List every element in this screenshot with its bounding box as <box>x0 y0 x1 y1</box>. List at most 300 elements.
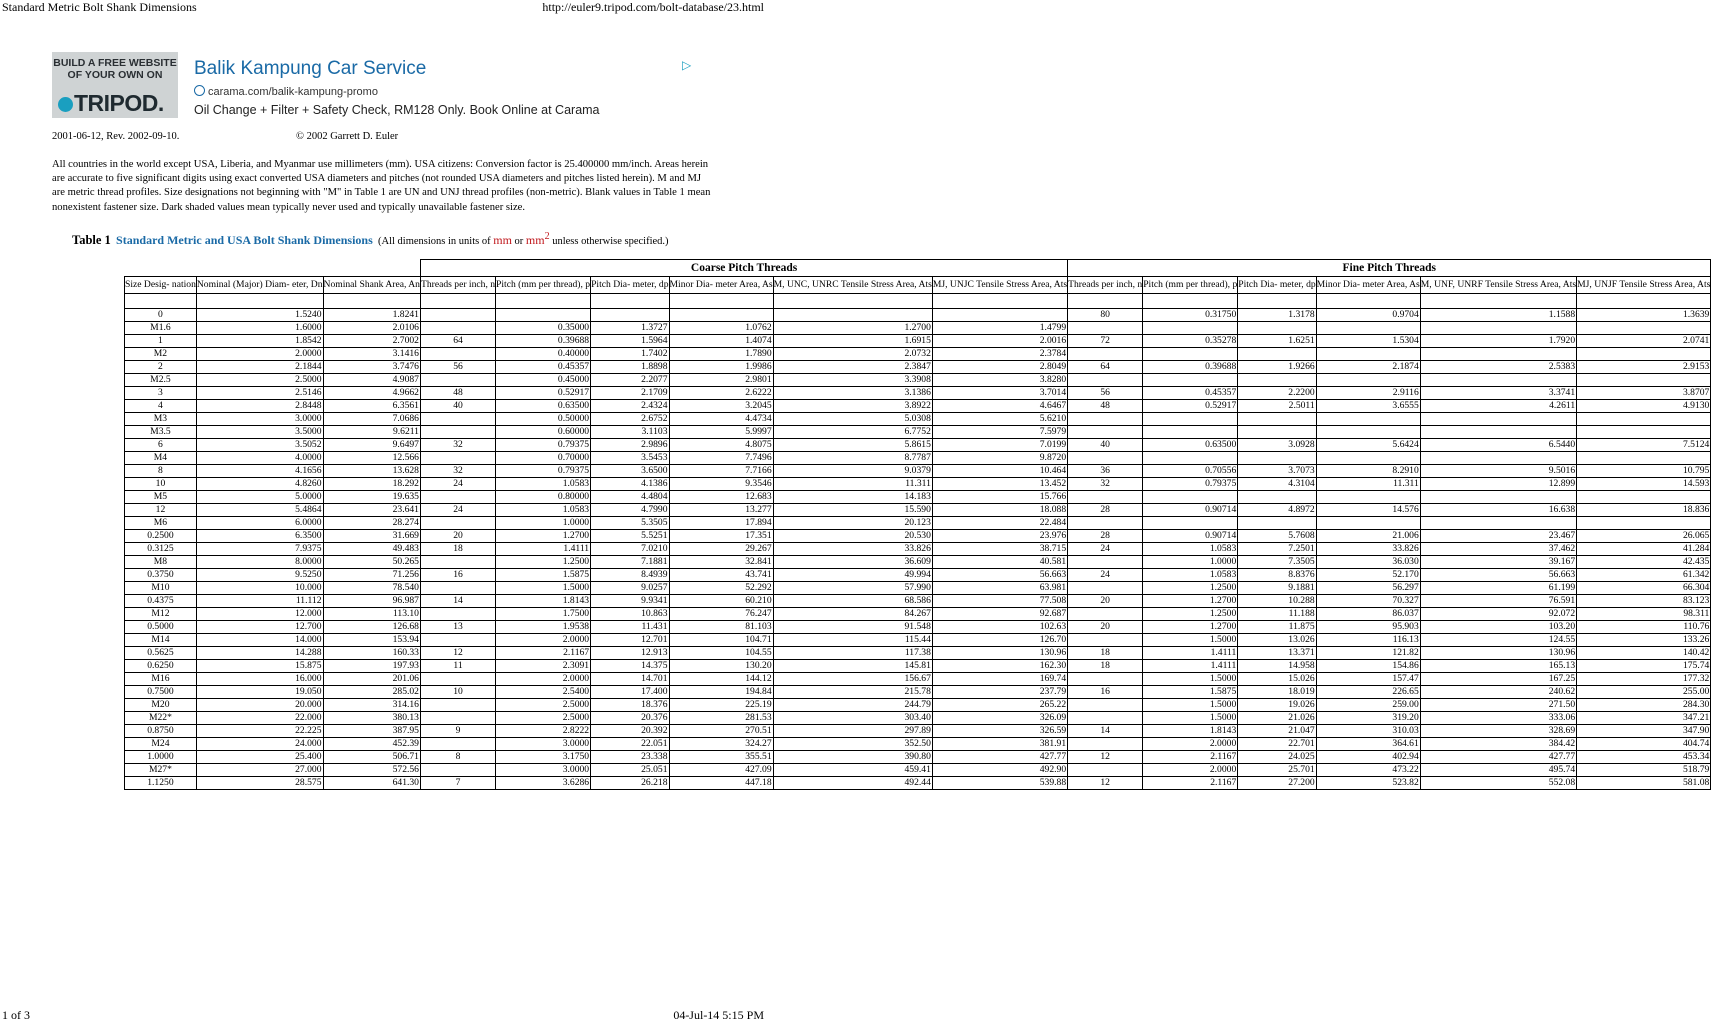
table-cell: 2.8049 <box>932 361 1067 374</box>
table-cell: 16.000 <box>196 673 323 686</box>
table-cell <box>1577 452 1711 465</box>
table-cell <box>1316 322 1420 335</box>
table-row <box>125 335 1711 348</box>
table-cell <box>1068 452 1143 465</box>
table-cell <box>669 309 773 322</box>
table-cell: 0.52917 <box>496 387 591 400</box>
column-header: MJ, UNJF Tensile Stress Area, Ats <box>1577 277 1711 294</box>
table-cell: 42.435 <box>1577 556 1711 569</box>
table-cell: 12.683 <box>669 491 773 504</box>
table-cell: 452.39 <box>323 738 420 751</box>
table-cell: 0.90714 <box>1143 504 1238 517</box>
table-cell: 2.8222 <box>496 725 591 738</box>
table-cell: 102.63 <box>932 621 1067 634</box>
table-cell: 1.5240 <box>196 309 323 322</box>
table-cell: 50.265 <box>323 556 420 569</box>
table-cell <box>1316 348 1420 361</box>
tripod-advertisement[interactable] <box>52 52 702 118</box>
table-cell: 9.5250 <box>196 569 323 582</box>
table-cell: 0.4375 <box>125 595 197 608</box>
table-cell: 1.5875 <box>496 569 591 582</box>
table-cell: 0.70556 <box>1143 465 1238 478</box>
table-cell <box>420 608 495 621</box>
table-cell: 1.5000 <box>1143 634 1238 647</box>
table-cell: 167.25 <box>1420 673 1576 686</box>
table-title: Standard Metric and USA Bolt Shank Dimensions <box>116 233 373 247</box>
table-cell: 24 <box>1068 543 1143 556</box>
table-cell <box>420 517 495 530</box>
table-cell <box>1143 452 1238 465</box>
table-cell: 215.78 <box>773 686 932 699</box>
table-cell: 5.0000 <box>196 491 323 504</box>
table-cell: 3.6286 <box>496 777 591 790</box>
table-cell: 18.088 <box>932 504 1067 517</box>
table-cell: 24 <box>420 478 495 491</box>
spacer-row <box>125 294 1711 309</box>
ad-title-link[interactable]: Balik Kampung Car Service <box>194 58 427 79</box>
table-cell: 1.6251 <box>1238 335 1316 348</box>
table-cell <box>420 309 495 322</box>
table-cell: 17.894 <box>669 517 773 530</box>
table-cell: 1.0583 <box>1143 569 1238 582</box>
table-cell: 1.4074 <box>669 335 773 348</box>
table-cell: 1.4111 <box>496 543 591 556</box>
table-cell: 1.5000 <box>1143 712 1238 725</box>
table-row <box>125 634 1711 647</box>
table-cell: 10.795 <box>1577 465 1711 478</box>
table-cell: 12 <box>1068 777 1143 790</box>
table-cell: 473.22 <box>1316 764 1420 777</box>
table-cell: M4 <box>125 452 197 465</box>
table-cell <box>591 309 669 322</box>
table-cell: 352.50 <box>773 738 932 751</box>
table-cell: 78.540 <box>323 582 420 595</box>
table-cell: 539.88 <box>932 777 1067 790</box>
table-cell: M22* <box>125 712 197 725</box>
table-row <box>125 361 1711 374</box>
table-row <box>125 400 1711 413</box>
table-cell: 14 <box>420 595 495 608</box>
table-cell: 6.3561 <box>323 400 420 413</box>
ad-url-link[interactable]: carama.com/balik-kampung-promo <box>194 85 378 98</box>
table-row <box>125 608 1711 621</box>
table-cell: 9.6497 <box>323 439 420 452</box>
table-cell <box>1238 452 1316 465</box>
table-row <box>125 413 1711 426</box>
table-row <box>125 712 1711 725</box>
table-cell: 20.123 <box>773 517 932 530</box>
table-cell: 13.371 <box>1238 647 1316 660</box>
table-cell: 4.8972 <box>1238 504 1316 517</box>
table-cell: 7.0210 <box>591 543 669 556</box>
table-cell: 1.5000 <box>496 582 591 595</box>
table-cell: 14.375 <box>591 660 669 673</box>
table-cell <box>1420 452 1576 465</box>
table-cell <box>1238 374 1316 387</box>
page-header-title: Standard Metric Bolt Shank Dimensions <box>2 0 197 14</box>
table-cell: 3.0000 <box>496 738 591 751</box>
table-cell: 2.9153 <box>1577 361 1711 374</box>
table-cell <box>420 699 495 712</box>
table-cell: 22.701 <box>1238 738 1316 751</box>
table-cell: 3.7476 <box>323 361 420 374</box>
table-cell: 380.13 <box>323 712 420 725</box>
table-cell: 22.000 <box>196 712 323 725</box>
table-cell: 2.0000 <box>1143 764 1238 777</box>
table-cell: 4.2611 <box>1420 400 1576 413</box>
table-cell: 115.44 <box>773 634 932 647</box>
table-cell: 27.000 <box>196 764 323 777</box>
table-cell: 2.0106 <box>323 322 420 335</box>
table-cell: 0.45357 <box>496 361 591 374</box>
table-cell: M2 <box>125 348 197 361</box>
table-cell: 1.2500 <box>496 556 591 569</box>
table-cell: 9.9341 <box>591 595 669 608</box>
table-cell: 8 <box>420 751 495 764</box>
table-cell: 506.71 <box>323 751 420 764</box>
table-cell: 0.80000 <box>496 491 591 504</box>
table-cell: 1.8143 <box>496 595 591 608</box>
column-header: Nominal Shank Area, An <box>323 277 420 294</box>
table-cell: 20 <box>420 530 495 543</box>
table-cell: 92.687 <box>932 608 1067 621</box>
column-header: M, UNF, UNRF Tensile Stress Area, Ats <box>1420 277 1576 294</box>
table-cell: 36.609 <box>773 556 932 569</box>
table-cell: 14.576 <box>1316 504 1420 517</box>
table-cell: 23.641 <box>323 504 420 517</box>
coarse-group-header: Coarse Pitch Threads <box>420 260 1067 277</box>
table-cell: 76.591 <box>1420 595 1576 608</box>
table-cell: 4 <box>125 400 197 413</box>
table-cell: 18.292 <box>323 478 420 491</box>
table-row <box>125 686 1711 699</box>
table-cell: 28 <box>1068 530 1143 543</box>
table-cell: 6.0000 <box>196 517 323 530</box>
table-cell: 9.1881 <box>1238 582 1316 595</box>
column-header: MJ, UNJC Tensile Stress Area, Ats <box>932 277 1067 294</box>
table-cell: 38.715 <box>932 543 1067 556</box>
table-cell: 56 <box>1068 387 1143 400</box>
table-cell: M5 <box>125 491 197 504</box>
table-cell: 9.0379 <box>773 465 932 478</box>
table-cell: 13.452 <box>932 478 1067 491</box>
table-cell: 18.836 <box>1577 504 1711 517</box>
table-cell <box>420 491 495 504</box>
column-header: Size Desig- nation <box>125 277 197 294</box>
table-cell: 11.112 <box>196 595 323 608</box>
table-cell: 84.267 <box>773 608 932 621</box>
table-cell: 31.669 <box>323 530 420 543</box>
table-cell: 3.6555 <box>1316 400 1420 413</box>
table-cell: 1.1250 <box>125 777 197 790</box>
table-cell: 201.06 <box>323 673 420 686</box>
table-cell: 7 <box>420 777 495 790</box>
table-cell: 20 <box>1068 595 1143 608</box>
table-cell: 0.8750 <box>125 725 197 738</box>
table-cell: 1.2700 <box>496 530 591 543</box>
table-cell: 1.1588 <box>1420 309 1576 322</box>
table-cell: 0.52917 <box>1143 400 1238 413</box>
table-cell: 60.210 <box>669 595 773 608</box>
table-cell: 5.8615 <box>773 439 932 452</box>
table-cell: 28.274 <box>323 517 420 530</box>
table-cell: 61.342 <box>1577 569 1711 582</box>
table-cell: 523.82 <box>1316 777 1420 790</box>
table-cell: 347.90 <box>1577 725 1711 738</box>
table-cell: 13.277 <box>669 504 773 517</box>
table-cell: 41.284 <box>1577 543 1711 556</box>
table-cell: M6 <box>125 517 197 530</box>
table-cell: 162.30 <box>932 660 1067 673</box>
table-row <box>125 426 1711 439</box>
table-cell <box>1238 322 1316 335</box>
table-cell <box>1238 491 1316 504</box>
table-cell: 4.3104 <box>1238 478 1316 491</box>
table-cell: 1.0583 <box>496 478 591 491</box>
table-cell: 154.86 <box>1316 660 1420 673</box>
table-cell: 2.2200 <box>1238 387 1316 400</box>
table-cell: 22.225 <box>196 725 323 738</box>
table-cell <box>1577 348 1711 361</box>
table-cell: 18 <box>1068 660 1143 673</box>
table-cell: 271.50 <box>1420 699 1576 712</box>
table-cell: 324.27 <box>669 738 773 751</box>
table-cell: 25.400 <box>196 751 323 764</box>
table-cell <box>1068 673 1143 686</box>
table-cell: 3.8280 <box>932 374 1067 387</box>
table-cell: 2.9896 <box>591 439 669 452</box>
table-cell: 5.6424 <box>1316 439 1420 452</box>
table-cell: 86.037 <box>1316 608 1420 621</box>
table-cell <box>1316 374 1420 387</box>
table-cell: 1.2700 <box>773 322 932 335</box>
table-cell: 64 <box>1068 361 1143 374</box>
table-cell: 2.6752 <box>591 413 669 426</box>
table-cell: 71.256 <box>323 569 420 582</box>
table-cell <box>1420 426 1576 439</box>
table-cell: 160.33 <box>323 647 420 660</box>
table-cell <box>1068 582 1143 595</box>
table-cell: 130.20 <box>669 660 773 673</box>
table-cell: 0.6250 <box>125 660 197 673</box>
table-cell <box>1420 374 1576 387</box>
table-cell: 1.9538 <box>496 621 591 634</box>
table-cell: 12 <box>420 647 495 660</box>
table-row <box>125 764 1711 777</box>
table-row <box>125 777 1711 790</box>
table-cell <box>420 556 495 569</box>
table-cell: 104.55 <box>669 647 773 660</box>
table-cell: 2.1874 <box>1316 361 1420 374</box>
table-caption: Table 1 Standard Metric and USA Bolt Shank Dimensions (All dimensions in units of mm or $mm^2$ unless otherwise specified.) <box>72 231 669 247</box>
table-cell: 5.6210 <box>932 413 1067 426</box>
table-cell: 4.9130 <box>1577 400 1711 413</box>
table-cell: 310.03 <box>1316 725 1420 738</box>
table-cell <box>1316 517 1420 530</box>
table-cell: 22.051 <box>591 738 669 751</box>
table-cell: 297.89 <box>773 725 932 738</box>
table-cell <box>1143 374 1238 387</box>
table-label: Table 1 <box>72 233 111 247</box>
table-row <box>125 530 1711 543</box>
table-cell: 5.9997 <box>669 426 773 439</box>
table-row <box>125 309 1711 322</box>
table-cell: 1.5000 <box>1143 673 1238 686</box>
table-cell: 33.826 <box>1316 543 1420 556</box>
table-cell: 15.766 <box>932 491 1067 504</box>
tripod-logo[interactable] <box>52 52 178 118</box>
table-cell: 10 <box>420 686 495 699</box>
table-cell: 25.701 <box>1238 764 1316 777</box>
table-cell: 0.35000 <box>496 322 591 335</box>
table-cell: 3.1750 <box>496 751 591 764</box>
table-cell: 20.000 <box>196 699 323 712</box>
table-cell: M12 <box>125 608 197 621</box>
table-cell: 8.0000 <box>196 556 323 569</box>
table-cell: 5.0308 <box>773 413 932 426</box>
table-cell: 3.3741 <box>1420 387 1576 400</box>
table-cell: 104.71 <box>669 634 773 647</box>
table-cell: 1.7500 <box>496 608 591 621</box>
table-cell: 3.3908 <box>773 374 932 387</box>
column-header: Minor Dia- meter Area, As <box>1316 277 1420 294</box>
table-row <box>125 517 1711 530</box>
table-cell: 347.21 <box>1577 712 1711 725</box>
table-cell: 1.2500 <box>1143 608 1238 621</box>
table-cell: 22.484 <box>932 517 1067 530</box>
table-cell: 3 <box>125 387 197 400</box>
table-cell: 56.297 <box>1316 582 1420 595</box>
table-cell: 24 <box>420 504 495 517</box>
table-cell: 2.0016 <box>932 335 1067 348</box>
table-cell: 0.79375 <box>1143 478 1238 491</box>
table-cell <box>1238 517 1316 530</box>
table-cell: 36.030 <box>1316 556 1420 569</box>
table-cell: 2.1167 <box>1143 777 1238 790</box>
table-cell: M2.5 <box>125 374 197 387</box>
table-cell: M3.5 <box>125 426 197 439</box>
table-row <box>125 504 1711 517</box>
table-cell: M24 <box>125 738 197 751</box>
table-cell: 390.80 <box>773 751 932 764</box>
table-cell: 2.1844 <box>196 361 323 374</box>
column-header-row <box>125 277 1711 294</box>
column-header: Nominal (Major) Diam- eter, Dn <box>196 277 323 294</box>
table-cell: 0.79375 <box>496 465 591 478</box>
table-cell: 1.4111 <box>1143 647 1238 660</box>
table-cell: 1.0000 <box>125 751 197 764</box>
table-cell: 26.065 <box>1577 530 1711 543</box>
table-cell: 1.4111 <box>1143 660 1238 673</box>
table-cell: 1.3727 <box>591 322 669 335</box>
table-cell: 319.20 <box>1316 712 1420 725</box>
table-row <box>125 478 1711 491</box>
table-cell: 0.9704 <box>1316 309 1420 322</box>
table-cell: 6.3500 <box>196 530 323 543</box>
table-cell: 2.5400 <box>496 686 591 699</box>
ad-body-text: Oil Change + Filter + Safety Check, RM128 Only. Book Online at Carama <box>194 103 600 117</box>
table-cell: 9.5016 <box>1420 465 1576 478</box>
table-cell: 4.9662 <box>323 387 420 400</box>
table-cell: 3.5052 <box>196 439 323 452</box>
adchoices-icon[interactable]: ▷ <box>682 58 692 72</box>
table-cell: 18 <box>1068 647 1143 660</box>
fine-group-header: Fine Pitch Threads <box>1068 260 1711 277</box>
table-cell: 226.65 <box>1316 686 1420 699</box>
table-cell: 333.06 <box>1420 712 1576 725</box>
table-cell: 285.02 <box>323 686 420 699</box>
table-cell: 12.899 <box>1420 478 1576 491</box>
table-cell: 3.0928 <box>1238 439 1316 452</box>
table-cell: 24.025 <box>1238 751 1316 764</box>
table-cell <box>1316 452 1420 465</box>
table-cell: 387.95 <box>323 725 420 738</box>
table-cell: 117.38 <box>773 647 932 660</box>
table-cell: 116.13 <box>1316 634 1420 647</box>
table-cell: 3.8922 <box>773 400 932 413</box>
table-cell <box>1316 491 1420 504</box>
table-cell: 21.026 <box>1238 712 1316 725</box>
table-cell: 2.0000 <box>196 348 323 361</box>
table-cell: 244.79 <box>773 699 932 712</box>
table-cell <box>1068 556 1143 569</box>
table-cell: 281.53 <box>669 712 773 725</box>
table-cell: 0.79375 <box>496 439 591 452</box>
table-cell <box>1577 426 1711 439</box>
table-cell: 98.311 <box>1577 608 1711 621</box>
table-cell: 16 <box>1068 686 1143 699</box>
table-row <box>125 465 1711 478</box>
table-cell: 0.63500 <box>496 400 591 413</box>
table-cell: 64 <box>420 335 495 348</box>
table-cell: 43.741 <box>669 569 773 582</box>
bolt-dimensions-table <box>124 259 1711 790</box>
table-cell <box>1068 712 1143 725</box>
table-cell: M10 <box>125 582 197 595</box>
table-row <box>125 439 1711 452</box>
table-cell: 63.981 <box>932 582 1067 595</box>
table-cell <box>1577 491 1711 504</box>
table-cell: 76.247 <box>669 608 773 621</box>
table-cell <box>1238 413 1316 426</box>
table-cell: 14.183 <box>773 491 932 504</box>
table-cell: 453.34 <box>1577 751 1711 764</box>
table-cell: 28.575 <box>196 777 323 790</box>
table-cell: 402.94 <box>1316 751 1420 764</box>
table-cell: 4.8075 <box>669 439 773 452</box>
table-cell: 12.700 <box>196 621 323 634</box>
table-cell: 1.5000 <box>1143 699 1238 712</box>
table-cell: 66.304 <box>1577 582 1711 595</box>
table-cell: M14 <box>125 634 197 647</box>
table-cell <box>1143 348 1238 361</box>
table-cell: 194.84 <box>669 686 773 699</box>
table-cell: 2.9116 <box>1316 387 1420 400</box>
table-cell <box>932 309 1067 322</box>
table-cell: 40 <box>420 400 495 413</box>
table-row <box>125 374 1711 387</box>
column-header: Pitch Dia- meter, dp <box>1238 277 1316 294</box>
table-cell: 72 <box>1068 335 1143 348</box>
table-cell: 552.08 <box>1420 777 1576 790</box>
table-cell <box>420 426 495 439</box>
table-cell: 18 <box>420 543 495 556</box>
table-cell <box>420 764 495 777</box>
table-cell: 169.74 <box>932 673 1067 686</box>
table-cell: 4.4734 <box>669 413 773 426</box>
table-cell: 57.990 <box>773 582 932 595</box>
table-cell: 4.1656 <box>196 465 323 478</box>
